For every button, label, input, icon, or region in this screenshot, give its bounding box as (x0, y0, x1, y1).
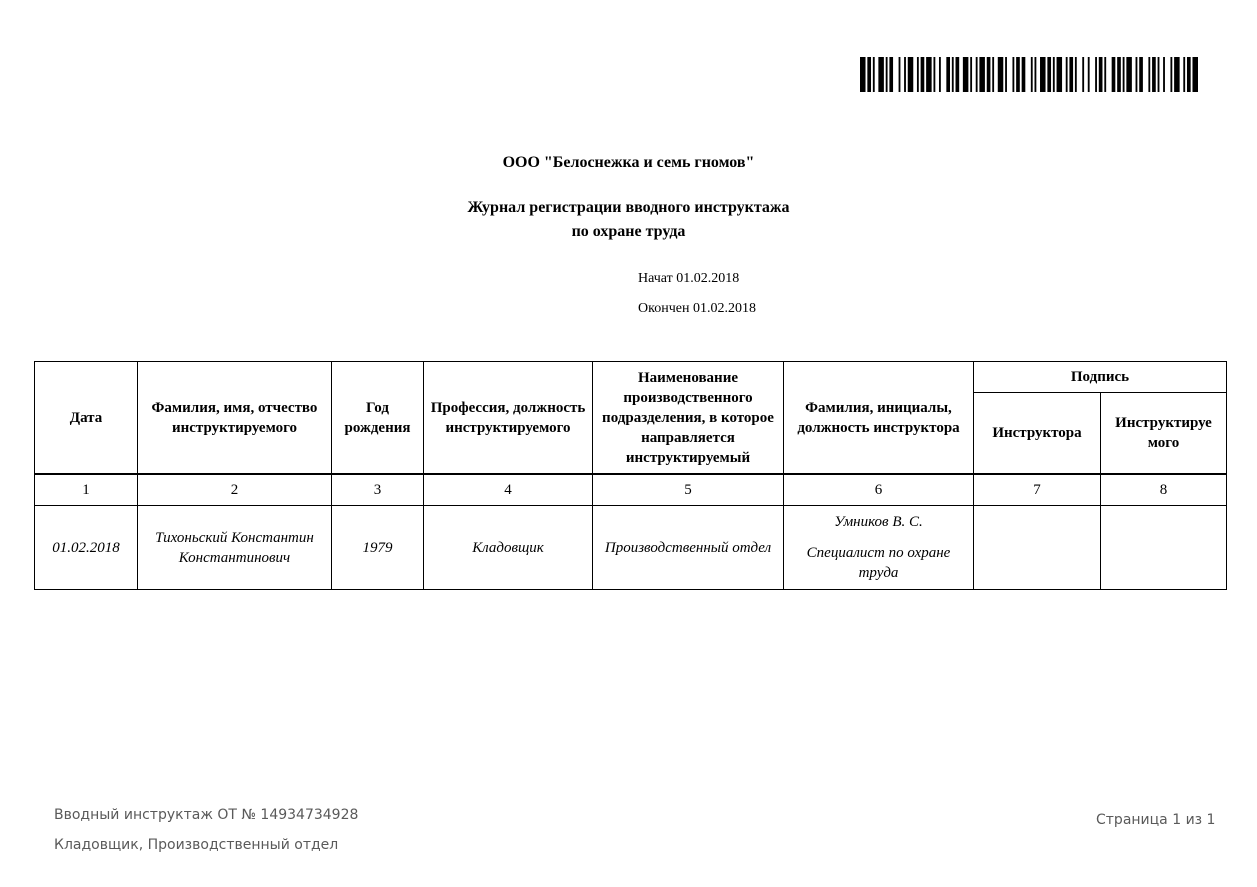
title-line-1: Журнал регистрации вводного инструктажа (467, 199, 790, 216)
header-instructor: Фамилия, инициалы, должность инструктора (784, 362, 974, 475)
table-row (35, 506, 1227, 590)
footer-document-info (54, 800, 358, 860)
header-sig-instructor: Инструктора (974, 393, 1101, 475)
end-date: Окончен 01.02.2018 (638, 301, 756, 316)
header-signature: Подпись (974, 362, 1227, 393)
cell-date: 01.02.2018 (35, 506, 138, 590)
cell-instructor (784, 506, 974, 590)
footer-doc-number: Вводный инструктаж ОТ № 14934734928 (54, 807, 359, 823)
organization-name: ООО "Белоснежка и семь гномов" (502, 154, 755, 171)
journal-table (34, 361, 1227, 590)
header-date: Дата (35, 362, 138, 475)
instructor-name: Умников В. С. (834, 514, 923, 530)
column-number: 5 (593, 474, 784, 506)
column-number: 6 (784, 474, 974, 506)
cell-profession: Кладовщик (424, 506, 593, 590)
column-number: 8 (1101, 474, 1227, 506)
column-number: 7 (974, 474, 1101, 506)
header-profession: Профессия, должность инструктируемого (424, 362, 593, 475)
instructor-position: Специалист по охране труда (806, 545, 951, 581)
cell-department: Производственный отдел (593, 506, 784, 590)
cell-sig-instructor (974, 506, 1101, 590)
column-number: 3 (332, 474, 424, 506)
header-sig-instructed: Инструктируе мого (1101, 393, 1227, 475)
header-name: Фамилия, имя, отчество инструктируемого (138, 362, 332, 475)
footer-doc-subject: Кладовщик, Производственный отдел (54, 837, 339, 853)
document-title (0, 196, 1257, 244)
page-number: Страница 1 из 1 (1096, 812, 1216, 828)
start-date: Начат 01.02.2018 (638, 271, 740, 286)
title-line-2: по охране труда (571, 223, 686, 240)
barcode-icon (860, 57, 1198, 92)
cell-sig-instructed (1101, 506, 1227, 590)
cell-birth-year: 1979 (332, 506, 424, 590)
column-number: 1 (35, 474, 138, 506)
header-birth-year: Год рождения (332, 362, 424, 475)
column-number: 4 (424, 474, 593, 506)
cell-name: Тихоньский Константин Константинович (138, 506, 332, 590)
column-number: 2 (138, 474, 332, 506)
header-department: Наименование производственного подразделения, в которое направляется инструктируемый (593, 362, 784, 475)
